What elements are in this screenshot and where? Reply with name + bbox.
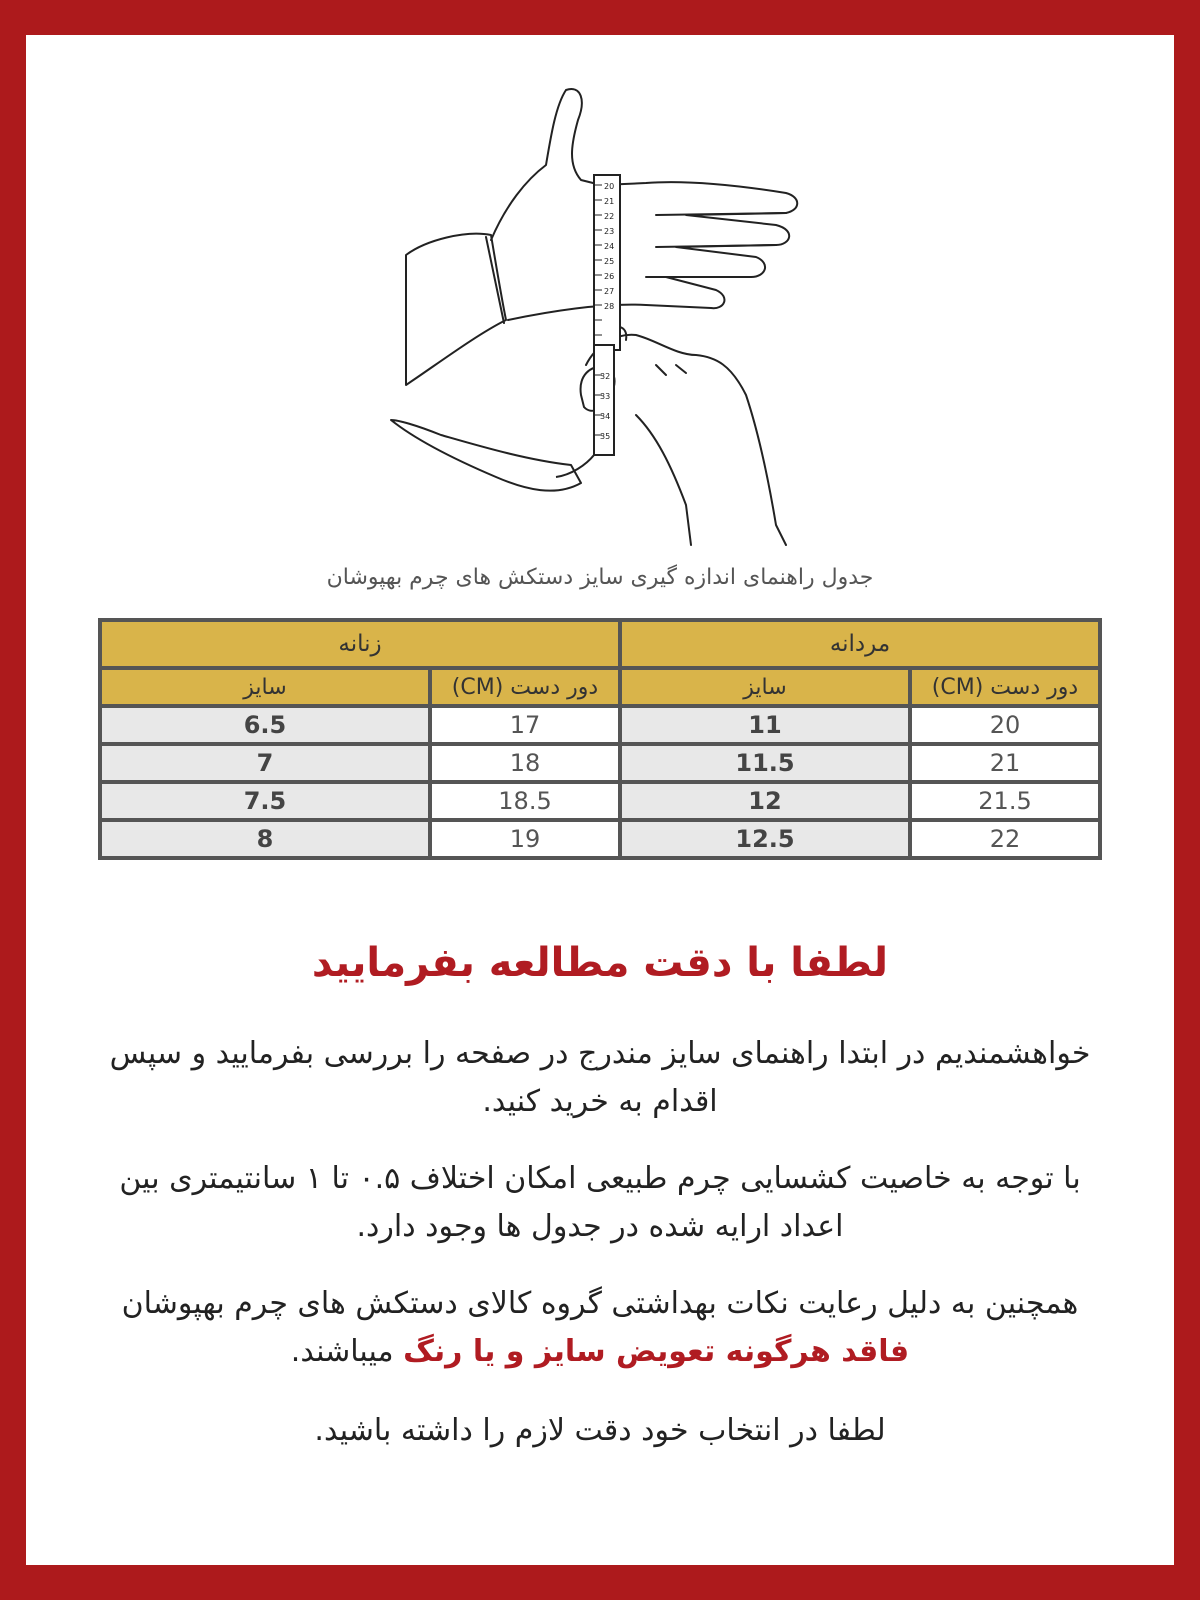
ruler-mark: 21 xyxy=(604,197,615,206)
ruler-mark: 26 xyxy=(604,272,615,281)
ruler-mark: 22 xyxy=(604,212,615,221)
table-row xyxy=(100,706,1100,744)
glove-size-table xyxy=(98,618,1102,860)
women-size-cell: 8 xyxy=(100,820,430,858)
notice-paragraph-1: خواهشمندیم در ابتدا راهنمای سایز مندرج در صفحه را بررسی بفرمایید و سپس اقدام به خرید کنید. xyxy=(109,1036,1091,1119)
women-circumference-cell: 18.5 xyxy=(430,782,620,820)
table-row xyxy=(100,744,1100,782)
men-circumference-cell: 20 xyxy=(910,706,1100,744)
men-circumference-cell: 22 xyxy=(910,820,1100,858)
women-circumference-cell: 18 xyxy=(430,744,620,782)
ruler-mark: 25 xyxy=(604,257,615,266)
table-row xyxy=(100,782,1100,820)
notice-paragraph-3-end: میباشند. xyxy=(290,1334,394,1369)
ruler-mark: 28 xyxy=(604,302,615,311)
ruler-mark: 34 xyxy=(600,412,611,421)
table-caption: جدول راهنمای اندازه گیری سایز دستکش های چرم بهپوشان xyxy=(326,565,874,590)
women-circumference-cell: 19 xyxy=(430,820,620,858)
table-row xyxy=(100,820,1100,858)
notice-paragraph-3-start: همچنین به دلیل رعایت نکات بهداشتی گروه کالای دستکش های چرم بهپوشان xyxy=(121,1286,1079,1321)
women-header: زنانه xyxy=(100,620,620,668)
women-circumference-cell: 17 xyxy=(430,706,620,744)
size-guide-sheet xyxy=(26,35,1174,1565)
women-size-cell: 6.5 xyxy=(100,706,430,744)
notice-paragraph-2: با توجه به خاصیت کشسایی چرم طبیعی امکان اختلاف ۰.۵ تا ۱ سانتیمتری بین اعداد ارایه شده در جدول ها وجود دارد. xyxy=(119,1161,1081,1244)
ruler-mark: 24 xyxy=(604,242,615,251)
measuring-tape xyxy=(556,175,620,477)
ruler-mark: 23 xyxy=(604,227,615,236)
notice-paragraph-4: لطفا در انتخاب خود دقت لازم را داشته باشید. xyxy=(314,1413,886,1448)
ruler-mark: 20 xyxy=(604,182,615,191)
men-size-cell: 11.5 xyxy=(620,744,910,782)
ruler-mark: 27 xyxy=(604,287,615,296)
men-size-cell: 11 xyxy=(620,706,910,744)
ruler-mark: 33 xyxy=(600,392,611,401)
men-size-header: سایز xyxy=(620,668,910,706)
women-size-cell: 7 xyxy=(100,744,430,782)
women-size-header: سایز xyxy=(100,668,430,706)
women-size-cell: 7.5 xyxy=(100,782,430,820)
men-size-cell: 12.5 xyxy=(620,820,910,858)
women-circumference-header: دور دست (CM) xyxy=(430,668,620,706)
notice-paragraph-3 xyxy=(96,1280,1104,1376)
men-circumference-cell: 21.5 xyxy=(910,782,1100,820)
men-header: مردانه xyxy=(620,620,1100,668)
ruler-mark: 32 xyxy=(600,372,611,381)
ruler-mark: 35 xyxy=(600,432,611,441)
men-circumference-cell: 21 xyxy=(910,744,1100,782)
notice-title: لطفا با دقت مطالعه بفرمایید xyxy=(311,940,889,986)
men-size-cell: 12 xyxy=(620,782,910,820)
no-exchange-highlight: فاقد هرگونه تعویض سایز و یا رنگ xyxy=(403,1334,910,1369)
men-circumference-header: دور دست (CM) xyxy=(910,668,1100,706)
hand-measurement-illustration xyxy=(356,65,836,555)
